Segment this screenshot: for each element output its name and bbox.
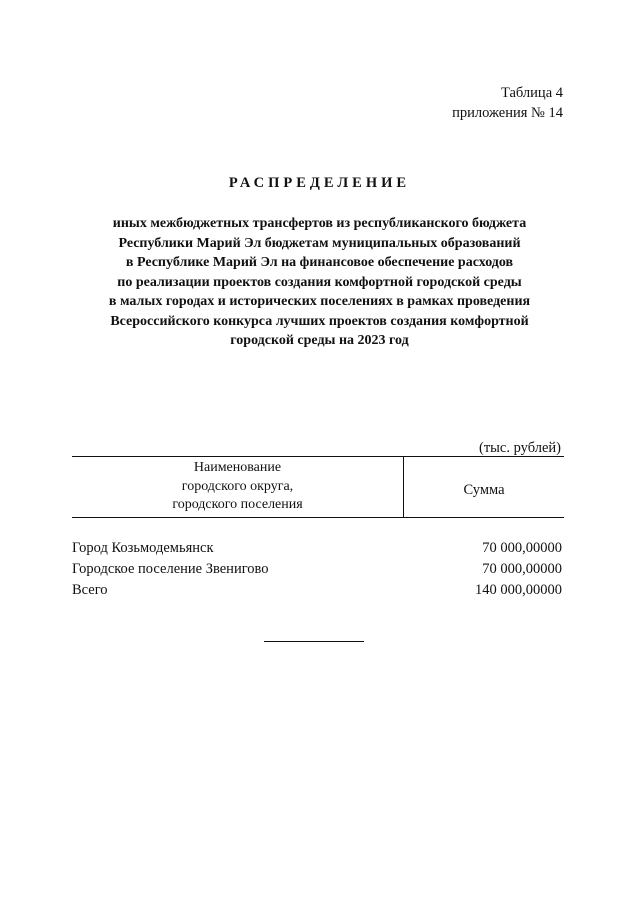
column-header-line: городского поселения: [172, 497, 303, 512]
row-sum: 70 000,00000: [482, 540, 562, 556]
table-row: [72, 538, 562, 559]
document-title: РАСПРЕДЕЛЕНИЕ: [228, 175, 411, 191]
row-name: Городское поселение Звенигово: [72, 561, 269, 577]
units-label: (тыс. рублей): [479, 440, 561, 456]
row-sum: 140 000,00000: [475, 582, 562, 598]
closing-rule: [264, 641, 364, 642]
subtitle-line: Всероссийского конкурса лучших проектов создания комфортной: [110, 313, 529, 329]
appendix-number: приложения № 14: [452, 105, 563, 121]
subtitle-line: городской среды на 2023 год: [230, 333, 409, 348]
subtitle-line: в малых городах и исторических поселениях в рамках проведения: [108, 294, 531, 309]
document-subtitle: [40, 214, 599, 351]
table-body: [72, 538, 562, 601]
table-row-total: [72, 580, 562, 601]
column-header-sum: Сумма: [463, 482, 505, 498]
row-name: Город Козьмодемьянск: [72, 540, 214, 556]
subtitle-line: иных межбюджетных трансфертов из республиканского бюджета: [112, 216, 527, 231]
column-header-name: [72, 459, 403, 515]
table-reference: [452, 83, 563, 123]
subtitle-line: по реализации проектов создания комфортной городской среды: [117, 274, 522, 290]
subtitle-line: Республики Марий Эл бюджетам муниципальных образований: [118, 235, 521, 251]
subtitle-line: в Республике Марий Эл на финансовое обеспечение расходов: [125, 255, 514, 270]
table-header-rule: [72, 517, 564, 518]
row-sum: 70 000,00000: [482, 561, 562, 577]
table-number: Таблица 4: [500, 85, 563, 101]
column-header-line: городского округа,: [181, 478, 294, 494]
column-header-line: Наименование: [193, 460, 282, 475]
table-top-rule: [72, 456, 564, 457]
row-name: Всего: [72, 582, 108, 598]
table-row: [72, 559, 562, 580]
